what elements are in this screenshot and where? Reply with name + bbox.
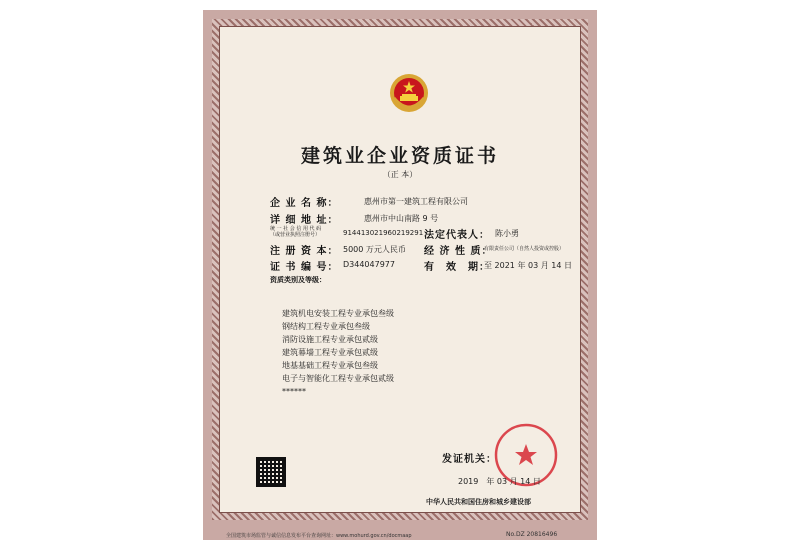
issuer-name: 中华人民共和国住房和城乡建设部 [426,498,531,506]
qualification-item: 消防设施工程专业承包贰级 [282,335,378,344]
capital-value: 5000 万元人民币 [343,245,406,254]
decorative-border [212,19,588,520]
validity-label: 有 效 期： [424,262,490,273]
qualification-item: 地基基础工程专业承包叁级 [282,361,378,370]
company-value: 惠州市第一建筑工程有限公司 [364,197,468,206]
credit-code-label [270,226,321,238]
validity-value: 至 2021 年 03 月 14 日 [484,261,572,270]
qualification-item: 建筑机电安装工程专业承包叁级 [282,309,394,318]
legal-rep-value: 陈小勇 [495,229,519,238]
credit-code-value: 914413021960219291 [343,229,424,237]
cert-no-label: 证 书 编 号： [270,262,339,273]
qualification-item: ****** [282,387,306,396]
qualification-item: 钢结构工程专业承包叁级 [282,322,370,331]
address-label: 详 细 地 址： [270,215,339,226]
cert-no-value: D344047977 [343,260,395,269]
econ-nature-label: 经 济 性 质： [424,246,493,257]
qualification-label: 资质类别及等级： [270,276,326,284]
issue-date: 2019 年 03 月 14 日 [458,477,541,486]
legal-rep-label: 法定代表人： [424,230,490,241]
certificate-title: 建筑业企业资质证书 [300,145,499,167]
credit-code-label-line2: （或营业执照注册号） [270,232,321,238]
capital-label: 注 册 资 本： [270,246,339,257]
econ-nature-value: 有限责任公司（自然人投资或控股） [484,246,565,252]
qualification-item: 建筑幕墙工程专业承包贰级 [282,348,378,357]
company-label: 企 业 名 称： [270,198,339,209]
credit-code-label-line1: 统 一 社 会 信 用 代 码 [270,226,322,232]
address-value: 惠州市中山南路 9 号 [364,214,439,223]
footer-query-url: 全国建筑市场监管与诚信信息发布平台查询网址：www.mohurd.gov.cn/docmaap [226,533,412,539]
certificate-body [219,26,581,513]
qr-code [256,457,286,487]
issuer-label: 发证机关： [442,454,497,465]
qualification-item: 电子与智能化工程专业承包贰级 [282,374,394,383]
certificate-subtitle: （正 本） [382,170,418,179]
qualification-list [282,307,394,398]
footer-serial-number: No.DZ 20816496 [506,531,558,538]
national-emblem-icon [388,72,430,114]
